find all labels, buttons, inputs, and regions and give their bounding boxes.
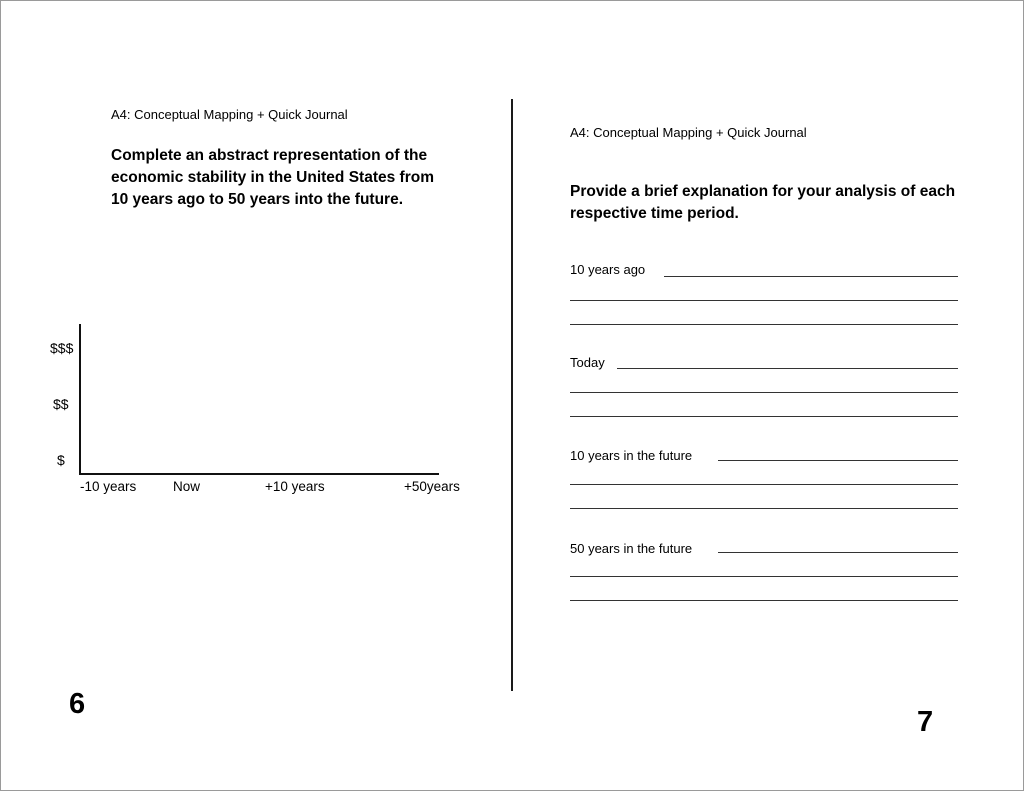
right-page-number: 7 (917, 706, 934, 738)
writing-line[interactable] (570, 300, 958, 301)
right-page-header: A4: Conceptual Mapping + Quick Journal (570, 125, 807, 140)
entry-label: 10 years in the future (570, 448, 693, 463)
left-page-number: 6 (69, 688, 86, 720)
x-axis (79, 473, 439, 475)
writing-line[interactable] (664, 276, 958, 277)
writing-line[interactable] (570, 416, 958, 417)
page-divider (511, 99, 513, 691)
x-label-plus-50: +50years (404, 479, 460, 494)
y-label-low: $ (57, 452, 65, 468)
prompt-line: 10 years ago to 50 years into the future. (111, 191, 404, 208)
writing-line[interactable] (570, 600, 958, 601)
prompt-line: respective time period. (570, 205, 739, 222)
writing-line[interactable] (570, 576, 958, 577)
left-page-header: A4: Conceptual Mapping + Quick Journal (111, 107, 348, 122)
writing-line[interactable] (718, 460, 958, 461)
writing-line[interactable] (617, 368, 958, 369)
writing-line[interactable] (570, 324, 958, 325)
x-label-now: Now (173, 479, 201, 494)
x-label-minus-10: -10 years (80, 479, 137, 494)
prompt-line: Complete an abstract representation of the (111, 147, 428, 164)
y-label-mid: $$ (53, 396, 69, 412)
left-page-prompt (111, 145, 434, 211)
writing-line[interactable] (570, 392, 958, 393)
entry-label: 10 years ago (570, 262, 646, 277)
entry-label: 50 years in the future (570, 541, 693, 556)
writing-line[interactable] (570, 484, 958, 485)
prompt-line: economic stability in the United States from (111, 169, 434, 186)
y-label-high: $$$ (50, 340, 74, 356)
writing-line[interactable] (570, 508, 958, 509)
x-label-plus-10: +10 years (265, 479, 325, 494)
right-page-prompt (570, 181, 955, 225)
prompt-line: Provide a brief explanation for your analysis of each (570, 183, 956, 200)
y-axis (79, 324, 81, 475)
writing-line[interactable] (718, 552, 958, 553)
entry-label: Today (570, 355, 605, 370)
